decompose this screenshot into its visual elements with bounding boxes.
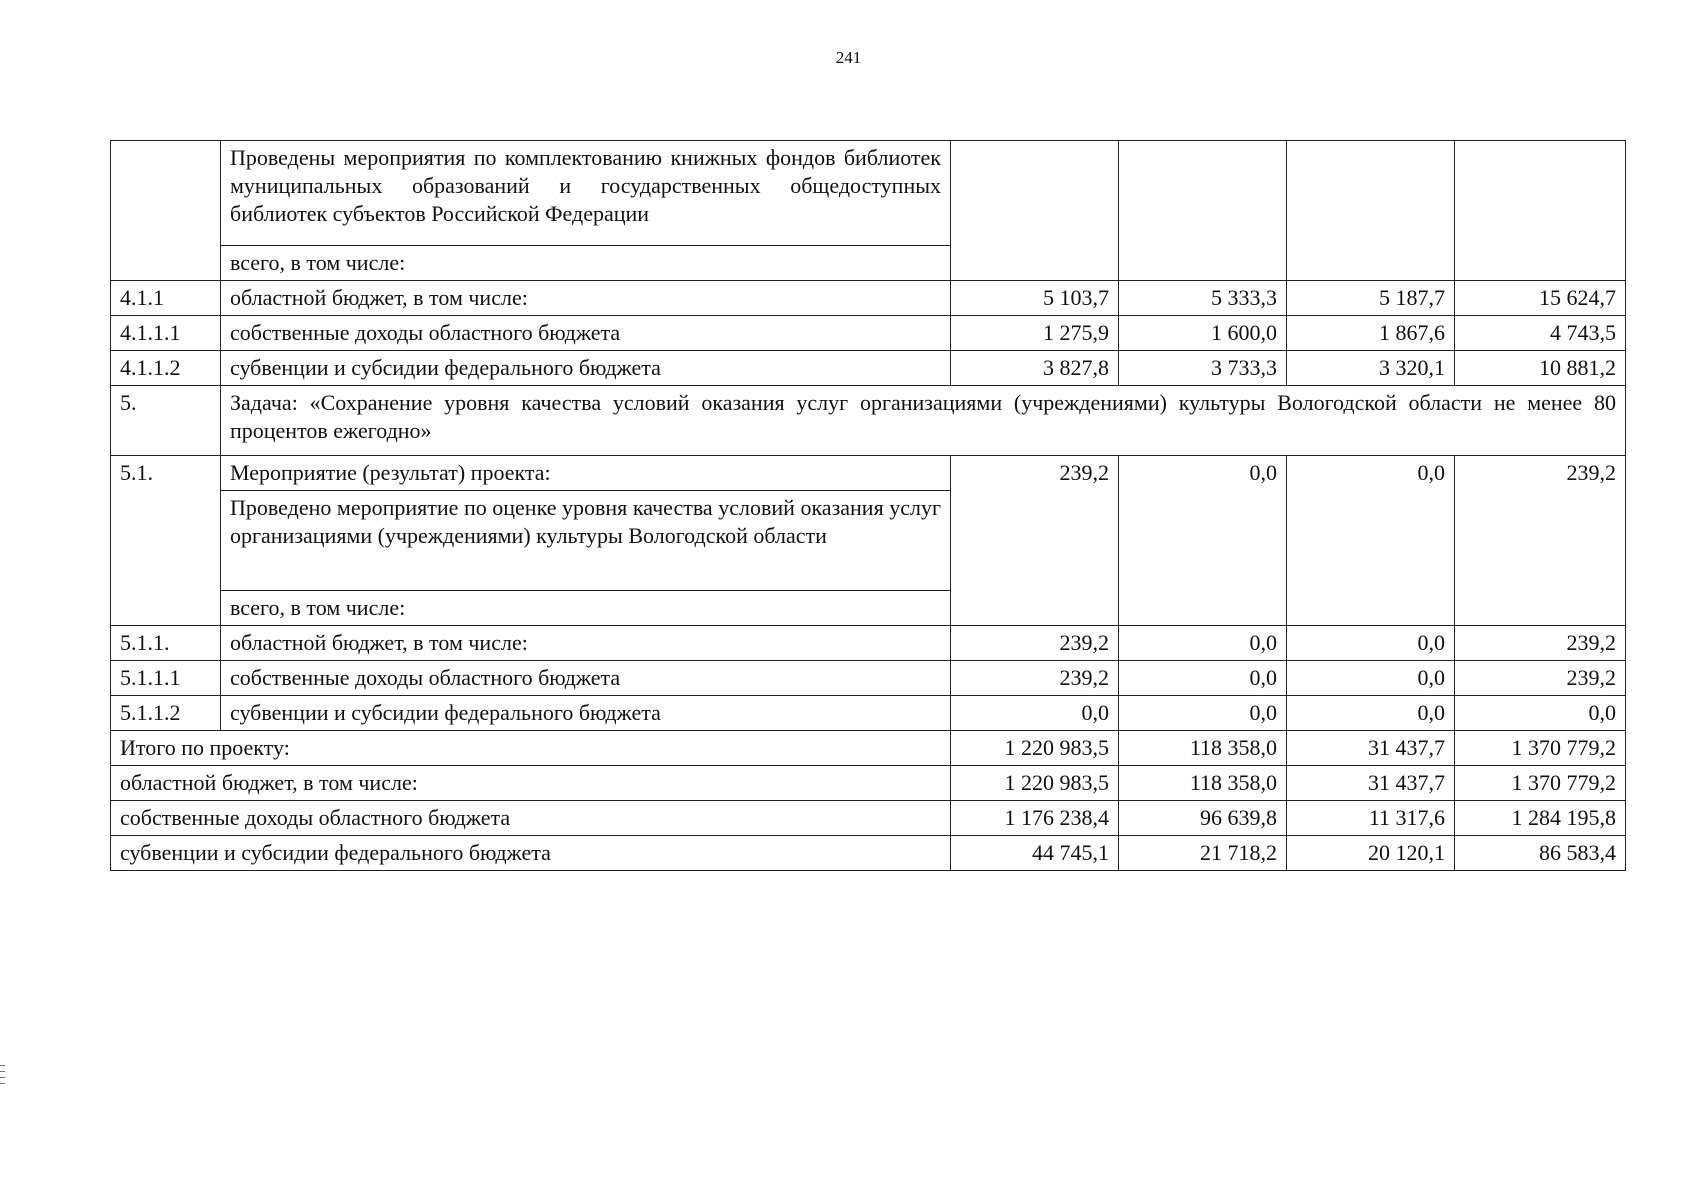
value-cell: 0,0	[1119, 661, 1287, 696]
page-number: 241	[835, 48, 862, 67]
value-cell: 5 187,7	[1287, 281, 1455, 316]
value-cell: 118 358,0	[1119, 766, 1287, 801]
value-cell: 1 176 238,4	[951, 801, 1119, 836]
row-number: 4.1.1.2	[111, 351, 221, 386]
task-description: Задача: «Сохранение уровня качества условий оказания услуг организациями (учреждениями) культуры Вологодской области не менее 80 процентов ежегодно»	[221, 386, 1626, 456]
row-number: 5.1.1.	[111, 626, 221, 661]
total-label: субвенции и субсидии федерального бюджета	[111, 836, 951, 871]
value-cell: 0,0	[1287, 696, 1455, 731]
table-row	[111, 801, 1626, 836]
value-cell: 5 103,7	[951, 281, 1119, 316]
row-number: 5.1.	[111, 456, 221, 626]
row-number: 5.1.1.1	[111, 661, 221, 696]
value-cell: 0,0	[1287, 626, 1455, 661]
value-cell: 1 284 195,8	[1455, 801, 1626, 836]
value-cell: 0,0	[1455, 696, 1626, 731]
value-cell: 118 358,0	[1119, 731, 1287, 766]
table-row	[111, 696, 1626, 731]
value-cell: 1 600,0	[1119, 316, 1287, 351]
row-name: Мероприятие (результат) проекта:	[221, 456, 951, 491]
row-number: 5.	[111, 386, 221, 456]
event-description: Проведены мероприятия по комплектованию книжных фондов библиотек муниципальных образований и государственных общедоступных библиотек субъектов Российской Федерации	[221, 141, 951, 246]
table-row	[111, 766, 1626, 801]
value-cell: 239,2	[951, 661, 1119, 696]
row-number-cell	[111, 141, 221, 281]
value-cell: 31 437,7	[1287, 731, 1455, 766]
value-cell: 31 437,7	[1287, 766, 1455, 801]
value-cell: 10 881,2	[1455, 351, 1626, 386]
row-name: областной бюджет, в том числе:	[221, 281, 951, 316]
table-row	[111, 386, 1626, 456]
total-label: собственные доходы областного бюджета	[111, 801, 951, 836]
value-cell: 5 333,3	[1119, 281, 1287, 316]
value-cell: 44 745,1	[951, 836, 1119, 871]
value-cell: 3 827,8	[951, 351, 1119, 386]
value-cell: 0,0	[1287, 456, 1455, 626]
value-cell: 1 275,9	[951, 316, 1119, 351]
total-label: областной бюджет, в том числе:	[111, 766, 951, 801]
total-label: Итого по проекту:	[111, 731, 951, 766]
table-row	[111, 141, 1626, 246]
value-cell: 3 320,1	[1287, 351, 1455, 386]
value-cell: 1 370 779,2	[1455, 766, 1626, 801]
value-cell: 0,0	[1119, 456, 1287, 626]
value-cell: 239,2	[951, 456, 1119, 626]
value-cell: 0,0	[1287, 661, 1455, 696]
row-name: всего, в том числе:	[221, 591, 951, 626]
value-cell: 239,2	[1455, 661, 1626, 696]
scan-edge-marks	[0, 1065, 6, 1089]
row-name: субвенции и субсидии федерального бюджета	[221, 351, 951, 386]
row-name: областной бюджет, в том числе:	[221, 626, 951, 661]
row-number: 4.1.1.1	[111, 316, 221, 351]
value-cell: 21 718,2	[1119, 836, 1287, 871]
table-row	[111, 731, 1626, 766]
value-cell: 1 220 983,5	[951, 766, 1119, 801]
event-description: Проведено мероприятие по оценке уровня качества условий оказания услуг организациями (учреждениями) культуры Вологодской области	[221, 491, 951, 591]
value-cell: 0,0	[1119, 626, 1287, 661]
value-cell: 239,2	[1455, 456, 1626, 626]
budget-table	[110, 140, 1626, 871]
value-cell	[1455, 141, 1626, 281]
value-cell: 86 583,4	[1455, 836, 1626, 871]
row-number: 5.1.1.2	[111, 696, 221, 731]
table-row	[111, 626, 1626, 661]
row-name: собственные доходы областного бюджета	[221, 316, 951, 351]
value-cell	[1287, 141, 1455, 281]
value-cell: 239,2	[951, 626, 1119, 661]
table-row	[111, 351, 1626, 386]
table-row	[111, 661, 1626, 696]
row-name: собственные доходы областного бюджета	[221, 661, 951, 696]
value-cell: 3 733,3	[1119, 351, 1287, 386]
value-cell: 1 220 983,5	[951, 731, 1119, 766]
table-row	[111, 836, 1626, 871]
row-name: субвенции и субсидии федерального бюджета	[221, 696, 951, 731]
value-cell: 20 120,1	[1287, 836, 1455, 871]
table-row	[111, 281, 1626, 316]
table-row	[111, 316, 1626, 351]
value-cell: 0,0	[951, 696, 1119, 731]
value-cell: 11 317,6	[1287, 801, 1455, 836]
value-cell	[1119, 141, 1287, 281]
value-cell: 1 867,6	[1287, 316, 1455, 351]
row-number: 4.1.1	[111, 281, 221, 316]
value-cell: 15 624,7	[1455, 281, 1626, 316]
value-cell: 239,2	[1455, 626, 1626, 661]
value-cell: 96 639,8	[1119, 801, 1287, 836]
value-cell	[951, 141, 1119, 281]
table-row	[111, 456, 1626, 491]
value-cell: 0,0	[1119, 696, 1287, 731]
value-cell: 1 370 779,2	[1455, 731, 1626, 766]
row-name: всего, в том числе:	[221, 246, 951, 281]
value-cell: 4 743,5	[1455, 316, 1626, 351]
